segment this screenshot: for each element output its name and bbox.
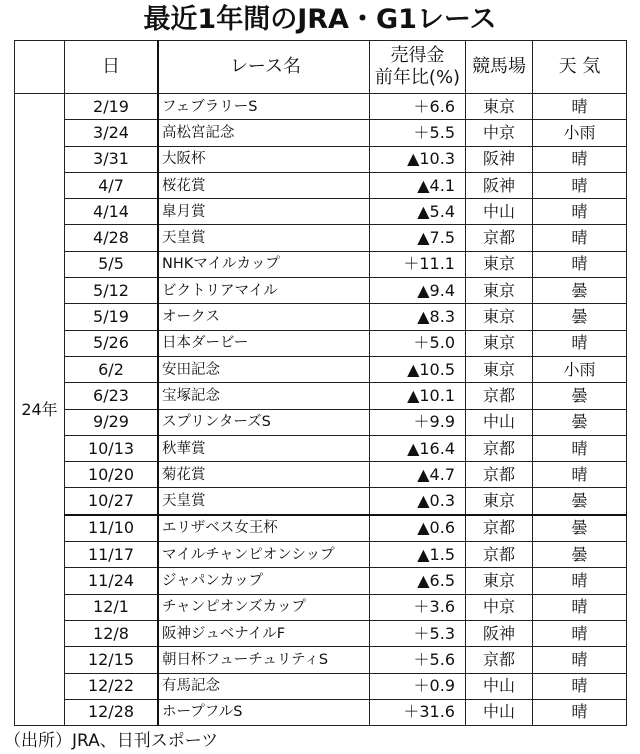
- venue-cell: 東京: [466, 568, 533, 594]
- table-row: [15, 699, 627, 725]
- weather-cell: 小雨: [533, 356, 627, 382]
- table-row: [15, 542, 627, 568]
- venue-cell: 東京: [466, 251, 533, 277]
- table-row: [15, 435, 627, 461]
- sales-yoy-cell: ▲6.5: [370, 568, 466, 594]
- sales-yoy-cell: ＋5.5: [370, 120, 466, 146]
- table-row: [15, 383, 627, 409]
- header-sales-line1: 売得金: [390, 45, 445, 66]
- date-cell: 10/27: [65, 488, 159, 515]
- date-cell: 11/17: [65, 542, 159, 568]
- weather-cell: 晴: [533, 225, 627, 251]
- venue-cell: 中山: [466, 699, 533, 725]
- race-name-cell: チャンピオンズカップ: [158, 594, 370, 620]
- sales-yoy-cell: ▲4.7: [370, 462, 466, 488]
- weather-cell: 晴: [533, 647, 627, 673]
- date-cell: 12/1: [65, 594, 159, 620]
- sales-yoy-cell: ＋6.6: [370, 94, 466, 120]
- weather-cell: 晴: [533, 620, 627, 646]
- race-name-cell: ジャパンカップ: [158, 568, 370, 594]
- venue-cell: 阪神: [466, 620, 533, 646]
- race-name-cell: 皐月賞: [158, 199, 370, 225]
- sales-yoy-cell: ▲5.4: [370, 199, 466, 225]
- race-name-cell: 有馬記念: [158, 673, 370, 699]
- race-name-cell: 阪神ジュベナイルF: [158, 620, 370, 646]
- weather-cell: 曇: [533, 304, 627, 330]
- sales-yoy-cell: ＋3.6: [370, 594, 466, 620]
- race-name-cell: マイルチャンピオンシップ: [158, 542, 370, 568]
- date-cell: 3/31: [65, 146, 159, 172]
- table-body: [15, 94, 627, 726]
- page-title: 最近1年間のJRA・G1レース: [143, 4, 497, 35]
- table-row: [15, 172, 627, 198]
- table-row: [15, 462, 627, 488]
- table-row: [15, 488, 627, 515]
- date-cell: 5/19: [65, 304, 159, 330]
- table-row: [15, 515, 627, 542]
- race-name-cell: 日本ダービー: [158, 330, 370, 356]
- venue-cell: 京都: [466, 462, 533, 488]
- sales-yoy-cell: ▲8.3: [370, 304, 466, 330]
- date-cell: 12/28: [65, 699, 159, 725]
- date-cell: 11/10: [65, 515, 159, 542]
- weather-cell: 曇: [533, 542, 627, 568]
- venue-cell: 阪神: [466, 172, 533, 198]
- sales-yoy-cell: ▲0.6: [370, 515, 466, 542]
- venue-cell: 中山: [466, 409, 533, 435]
- sales-yoy-cell: ▲1.5: [370, 542, 466, 568]
- sales-yoy-cell: ▲16.4: [370, 435, 466, 461]
- weather-cell: 晴: [533, 94, 627, 120]
- sales-yoy-cell: ▲9.4: [370, 278, 466, 304]
- date-cell: 6/23: [65, 383, 159, 409]
- table-row: [15, 278, 627, 304]
- sales-yoy-cell: ＋31.6: [370, 699, 466, 725]
- race-name-cell: 菊花賞: [158, 462, 370, 488]
- sales-yoy-cell: ＋0.9: [370, 673, 466, 699]
- sales-yoy-cell: ▲7.5: [370, 225, 466, 251]
- race-name-cell: 高松宮記念: [158, 120, 370, 146]
- table-row: [15, 120, 627, 146]
- date-cell: 5/5: [65, 251, 159, 277]
- venue-cell: 東京: [466, 356, 533, 382]
- table-row: [15, 94, 627, 120]
- venue-cell: 中山: [466, 199, 533, 225]
- weather-cell: 晴: [533, 568, 627, 594]
- date-cell: 12/22: [65, 673, 159, 699]
- date-cell: 10/13: [65, 435, 159, 461]
- sales-yoy-cell: ▲10.1: [370, 383, 466, 409]
- race-name-cell: 朝日杯フューチュリティS: [158, 647, 370, 673]
- date-cell: 5/12: [65, 278, 159, 304]
- g1-races-table: [14, 40, 627, 726]
- race-name-cell: オークス: [158, 304, 370, 330]
- header-venue: 競馬場: [466, 41, 533, 94]
- date-cell: 4/28: [65, 225, 159, 251]
- venue-cell: 中山: [466, 673, 533, 699]
- table-header-row: [15, 41, 627, 94]
- race-name-cell: 秋華賞: [158, 435, 370, 461]
- weather-cell: 曇: [533, 278, 627, 304]
- race-name-cell: ビクトリアマイル: [158, 278, 370, 304]
- weather-cell: 曇: [533, 409, 627, 435]
- weather-cell: 晴: [533, 199, 627, 225]
- weather-cell: 晴: [533, 462, 627, 488]
- header-weather: 天 気: [533, 41, 627, 94]
- venue-cell: 京都: [466, 542, 533, 568]
- weather-cell: 晴: [533, 594, 627, 620]
- venue-cell: 中京: [466, 120, 533, 146]
- date-cell: 12/15: [65, 647, 159, 673]
- source-note: （出所）JRA、日刊スポーツ: [4, 731, 219, 751]
- venue-cell: 東京: [466, 304, 533, 330]
- date-cell: 4/14: [65, 199, 159, 225]
- header-year: [15, 41, 65, 94]
- race-name-cell: NHKマイルカップ: [158, 251, 370, 277]
- weather-cell: 曇: [533, 383, 627, 409]
- race-name-cell: スプリンターズS: [158, 409, 370, 435]
- table-row: [15, 330, 627, 356]
- table-row: [15, 568, 627, 594]
- sales-yoy-cell: ▲10.5: [370, 356, 466, 382]
- weather-cell: 曇: [533, 515, 627, 542]
- weather-cell: 晴: [533, 330, 627, 356]
- header-date: 日: [65, 41, 159, 94]
- sales-yoy-cell: ▲0.3: [370, 488, 466, 515]
- race-name-cell: 安田記念: [158, 356, 370, 382]
- weather-cell: 晴: [533, 146, 627, 172]
- table-row: [15, 251, 627, 277]
- sales-yoy-cell: ＋5.0: [370, 330, 466, 356]
- date-cell: 6/2: [65, 356, 159, 382]
- venue-cell: 東京: [466, 330, 533, 356]
- venue-cell: 東京: [466, 278, 533, 304]
- venue-cell: 阪神: [466, 146, 533, 172]
- venue-cell: 京都: [466, 225, 533, 251]
- race-name-cell: フェブラリーS: [158, 94, 370, 120]
- table-row: [15, 356, 627, 382]
- table-row: [15, 673, 627, 699]
- race-name-cell: 宝塚記念: [158, 383, 370, 409]
- table-row: [15, 594, 627, 620]
- date-cell: 4/7: [65, 172, 159, 198]
- header-race-name: レース名: [158, 41, 370, 94]
- race-name-cell: ホープフルS: [158, 699, 370, 725]
- venue-cell: 京都: [466, 515, 533, 542]
- date-cell: 5/26: [65, 330, 159, 356]
- sales-yoy-cell: ＋9.9: [370, 409, 466, 435]
- date-cell: 12/8: [65, 620, 159, 646]
- header-sales-yoy: [370, 41, 466, 94]
- sales-yoy-cell: ▲4.1: [370, 172, 466, 198]
- table-row: [15, 304, 627, 330]
- venue-cell: 京都: [466, 647, 533, 673]
- venue-cell: 中京: [466, 594, 533, 620]
- venue-cell: 東京: [466, 94, 533, 120]
- weather-cell: 晴: [533, 251, 627, 277]
- table-row: [15, 199, 627, 225]
- weather-cell: 晴: [533, 172, 627, 198]
- header-sales-line2: 前年比(%): [374, 67, 461, 88]
- date-cell: 10/20: [65, 462, 159, 488]
- sales-yoy-cell: ＋5.3: [370, 620, 466, 646]
- date-cell: 2/19: [65, 94, 159, 120]
- weather-cell: 晴: [533, 435, 627, 461]
- weather-cell: 曇: [533, 488, 627, 515]
- date-cell: 9/29: [65, 409, 159, 435]
- sales-yoy-cell: ▲10.3: [370, 146, 466, 172]
- date-cell: 3/24: [65, 120, 159, 146]
- year-cell: 24年: [15, 94, 65, 726]
- table-row: [15, 409, 627, 435]
- sales-yoy-cell: ＋5.6: [370, 647, 466, 673]
- sales-yoy-cell: ＋11.1: [370, 251, 466, 277]
- race-name-cell: 天皇賞: [158, 488, 370, 515]
- venue-cell: 東京: [466, 488, 533, 515]
- table-row: [15, 620, 627, 646]
- race-name-cell: エリザベス女王杯: [158, 515, 370, 542]
- weather-cell: 晴: [533, 673, 627, 699]
- venue-cell: 京都: [466, 435, 533, 461]
- weather-cell: 晴: [533, 699, 627, 725]
- race-name-cell: 天皇賞: [158, 225, 370, 251]
- race-name-cell: 桜花賞: [158, 172, 370, 198]
- table-row: [15, 647, 627, 673]
- race-name-cell: 大阪杯: [158, 146, 370, 172]
- venue-cell: 京都: [466, 383, 533, 409]
- table-row: [15, 146, 627, 172]
- table-row: [15, 225, 627, 251]
- date-cell: 11/24: [65, 568, 159, 594]
- weather-cell: 小雨: [533, 120, 627, 146]
